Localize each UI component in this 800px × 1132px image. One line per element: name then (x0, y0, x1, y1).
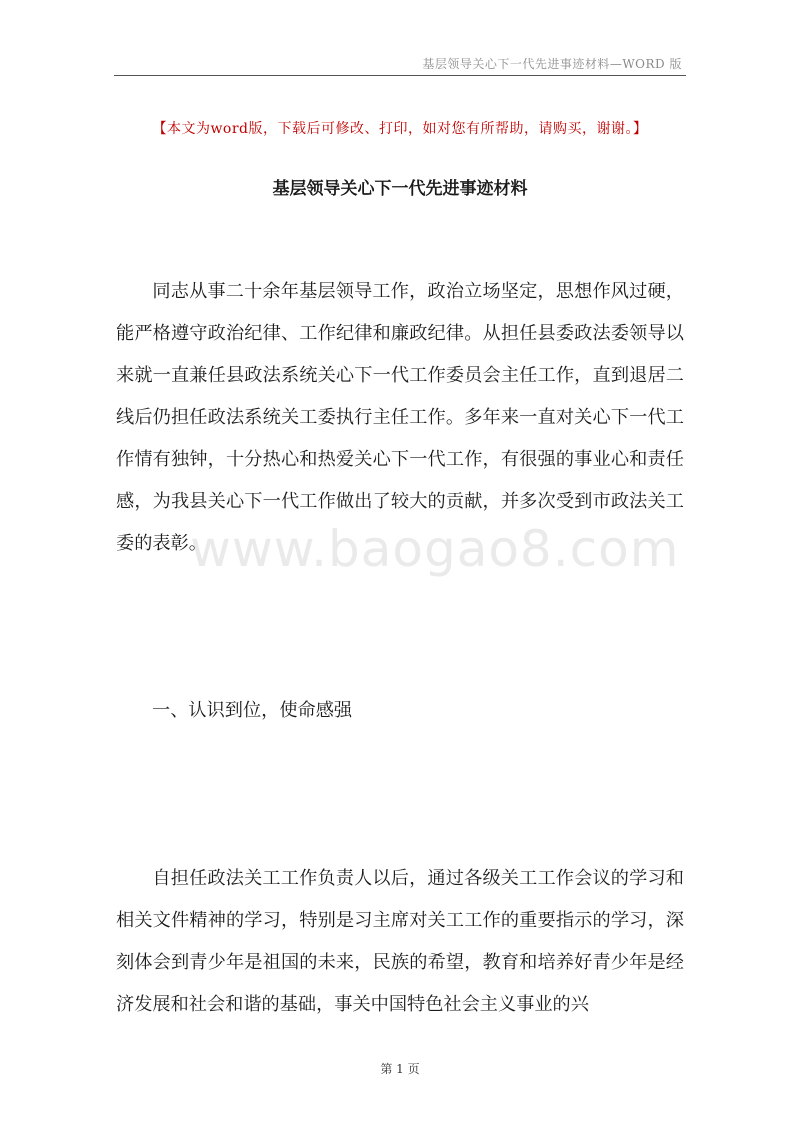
document-title: 基层领导关心下一代先进事迹材料 (272, 179, 528, 199)
page-number: 第 1 页 (380, 1062, 420, 1076)
body-paragraph-2: 自担任政法关工工作负责人以后，通过各级关工工作会议的学习和相关文件精神的学习，特别是习主席对关工工作的重要指示的学习，深刻体会到青少年是祖国的未来，民族的希望，教育和培养好青少年是经济发展和社会和谐的基础，事关中国特色社会主义事业的兴 (116, 868, 684, 1015)
site-watermark: www.baogao8.com (190, 520, 680, 578)
purchase-notice: 【本文为word版，下载后可修改、打印，如对您有所帮助，请购买，谢谢。】 (152, 121, 648, 137)
header-divider (114, 75, 686, 76)
running-header: 基层领导关心下一代先进事迹材料—WORD 版 (422, 57, 682, 71)
body-paragraph-1: 同志从事二十余年基层领导工作，政治立场坚定，思想作风过硬，能严格遵守政治纪律、工作纪律和廉政纪律。从担任县委政法委领导以来就一直兼任县政法系统关心下一代工作委员会主任工作，直到退居二线后仍担任政法系统关工委执行主任工作。多年来一直对关心下一代工作情有独钟，十分热心和热爱关心下一代工作，有很强的事业心和责任感，为我县关心下一代工作做出了较大的贡献，并多次受到市政法关工委的表彰。 (116, 281, 684, 554)
section-heading-1: 一、认识到位，使命感强 (152, 700, 353, 721)
